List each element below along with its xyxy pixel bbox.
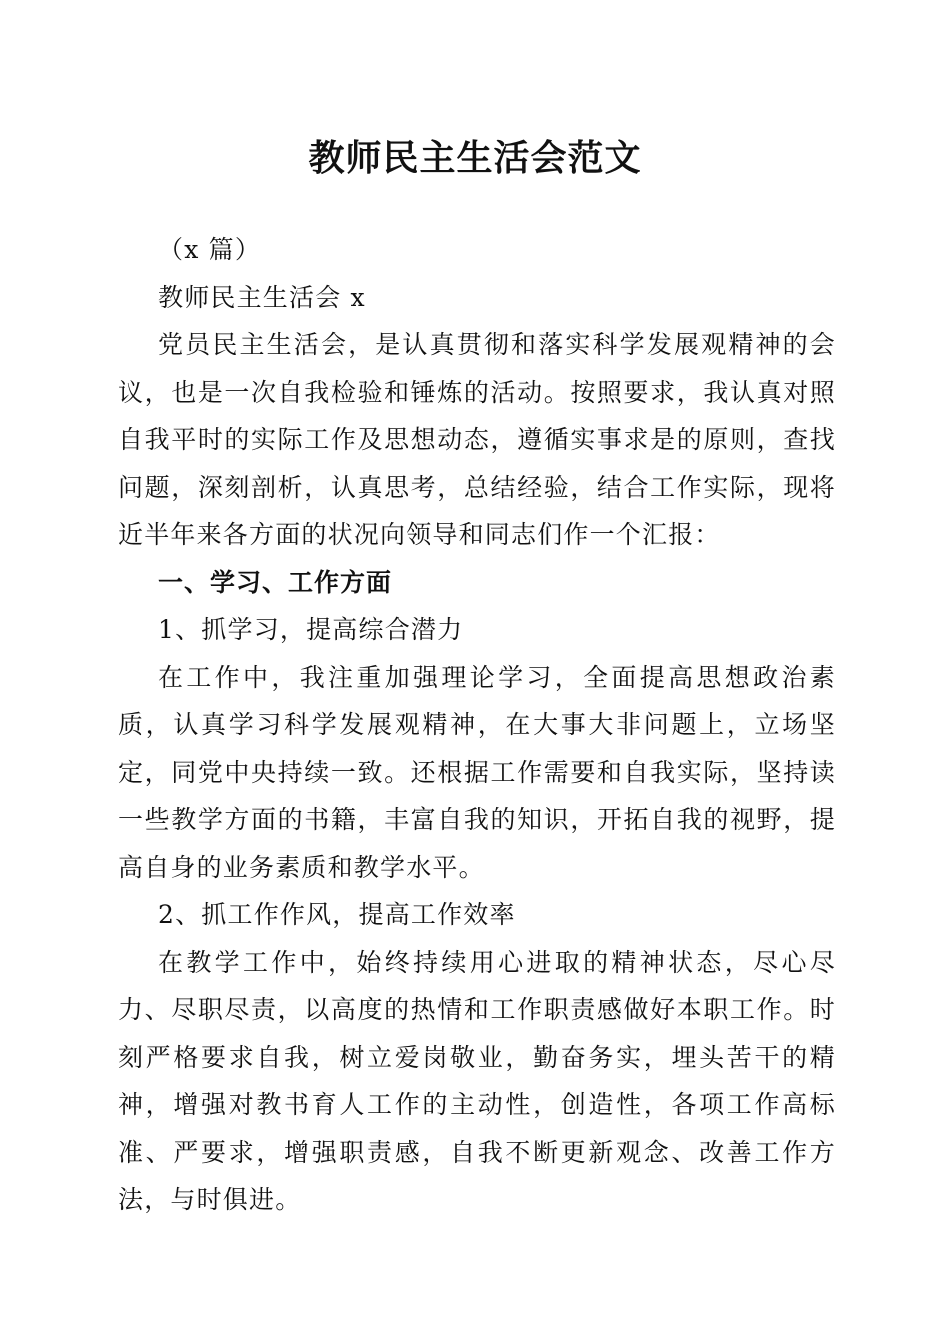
subheading-study: 1、抓学习，提高综合潜力 [158, 615, 464, 644]
section-label: 教师民主生活会 x [158, 282, 366, 312]
intro-paragraph: 党员民主生活会，是认真贯彻和落实科学发展观精神的会议，也是一次自我检验和锤炼的活动。按照要求，我认真对照自我平时的实际工作及思想动态，遵循实事求是的原则，查找问题，深刻剖析，认真思考，总结经验，结合工作实际，现将近半年来各方面的状况向领导和同志们作一个汇报： [118, 330, 836, 549]
document-body [118, 226, 836, 1224]
document-title: 教师民主生活会范文 [308, 137, 642, 179]
subheading-work-style: 2、抓工作作风，提高工作效率 [158, 900, 516, 929]
paragraph-study: 在工作中，我注重加强理论学习，全面提高思想政治素质，认真学习科学发展观精神，在大事大非问题上，立场坚定，同党中央持续一致。还根据工作需要和自我实际，坚持读一些教学方面的书籍，丰富自我的知识，开拓自我的视野，提高自身的业务素质和教学水平。 [118, 662, 836, 882]
paragraph-work-style: 在教学工作中，始终持续用心进取的精神状态，尽心尽力、尽职尽责，以高度的热情和工作职责感做好本职工作。时刻严格要求自我，树立爱岗敬业，勤奋务实，埋头苦干的精神，增强对教书育人工作的主动性，创造性，各项工作高标准、严要求，增强职责感，自我不断更新观念、改善工作方法，与时俱进。 [118, 947, 836, 1214]
subtitle: （x 篇） [158, 235, 262, 264]
heading-study-work: 一、学习、工作方面 [158, 567, 393, 597]
